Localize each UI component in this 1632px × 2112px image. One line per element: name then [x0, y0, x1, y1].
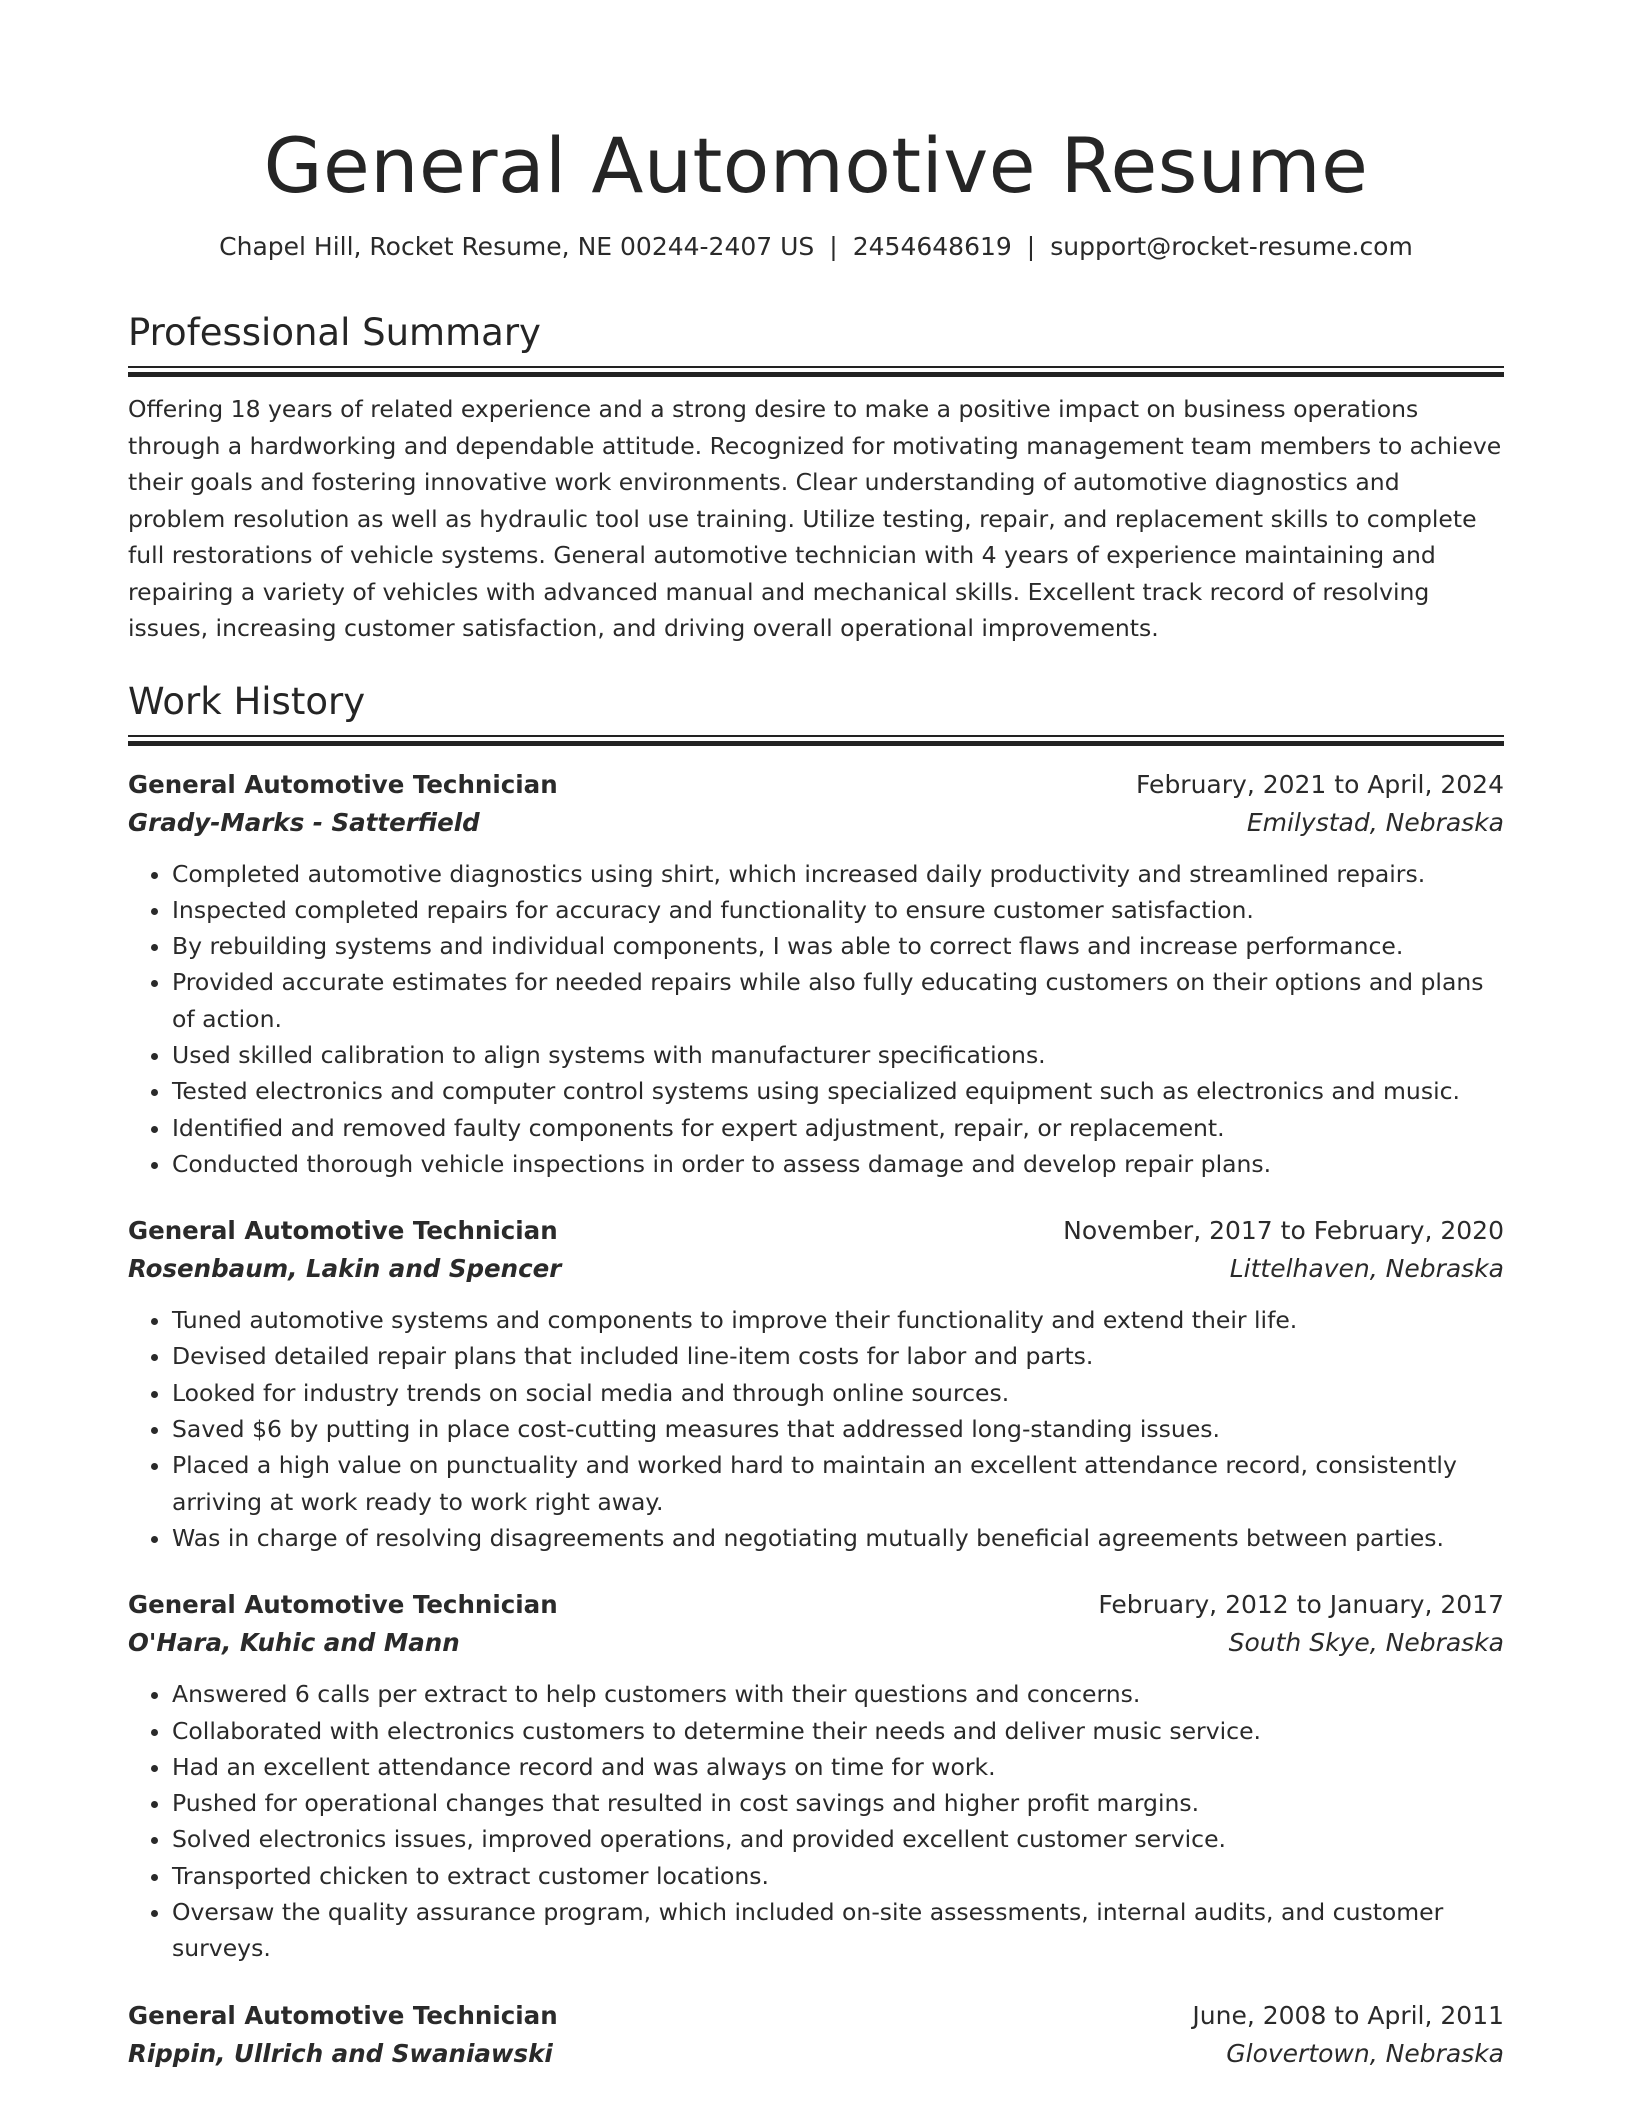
contact-line [128, 230, 1504, 264]
job-company: O'Hara, Kuhic and Mann [128, 1628, 460, 1658]
job-bullet: • Conducted thorough vehicle inspections in order to assess damage and develop repair plans. [172, 1146, 1504, 1182]
work-history-section [128, 679, 1504, 2073]
job-bullet: • Answered 6 calls per extract to help customers with their questions and concerns. [172, 1676, 1504, 1712]
job-bullet-list [128, 1676, 1504, 1966]
job-dates: November, 2017 to February, 2020 [1063, 1216, 1504, 1246]
job-bullet: • Collaborated with electronics customers to determine their needs and deliver music service. [172, 1713, 1504, 1749]
job-company: Rosenbaum, Lakin and Spencer [128, 1254, 562, 1284]
job-title: General Automotive Technician [128, 1590, 558, 1620]
job-company-row [128, 1250, 1504, 1288]
professional-summary-section [128, 310, 1504, 647]
job-entry [128, 1586, 1504, 1966]
job-bullet: • Transported chicken to extract customer locations. [172, 1858, 1504, 1894]
job-list [128, 766, 1504, 2073]
contact-separator: | [1026, 232, 1036, 261]
contact-address: Chapel Hill, Rocket Resume, NE 00244-2407 US [219, 232, 815, 261]
job-company-row [128, 1624, 1504, 1662]
job-location: Emilystad, Nebraska [1246, 807, 1504, 837]
job-bullet-list [128, 1302, 1504, 1556]
job-company: Grady-Marks - Satterfield [128, 807, 480, 837]
job-title: General Automotive Technician [128, 2000, 558, 2030]
resume-title: General Automotive Resume [263, 121, 1369, 210]
job-bullet: • By rebuilding systems and individual components, I was able to correct flaws and increase performance. [172, 928, 1504, 964]
job-title: General Automotive Technician [128, 769, 558, 799]
section-heading-work-history: Work History [128, 679, 366, 723]
job-dates: February, 2021 to April, 2024 [1136, 769, 1504, 799]
job-bullet: • Identified and removed faulty components for expert adjustment, repair, or replacement. [172, 1110, 1504, 1146]
job-title-row [128, 766, 1504, 804]
job-bullet: • Saved $6 by putting in place cost-cutting measures that addressed long-standing issues. [172, 1411, 1504, 1447]
job-bullet: • Provided accurate estimates for needed repairs while also fully educating customers on their options and plans of action. [172, 964, 1504, 1037]
job-company-row [128, 804, 1504, 842]
job-entry [128, 1212, 1504, 1556]
job-dates: February, 2012 to January, 2017 [1098, 1590, 1504, 1620]
section-divider [128, 366, 1504, 368]
job-title: General Automotive Technician [128, 1216, 558, 1246]
section-divider-thick [128, 741, 1504, 746]
summary-text: Offering 18 years of related experience and a strong desire to make a positive impact on business operations through a hardworking and dependable attitude. Recognized for motivating management team members to achieve their goals and fostering innovative work environments. Clear understanding of automotive diagnostics and problem resolution as well as hydraulic tool use training. Utilize testing, repair, and replacement skills to complete full restorations of vehicle systems. General automotive technician with 4 years of experience maintaining and repairing a variety of vehicles with advanced manual and mechanical skills. Excellent track record of resolving issues, increasing customer satisfaction, and driving overall operational improvements. [128, 395, 1502, 642]
job-entry [128, 766, 1504, 1183]
job-bullet: • Tested electronics and computer control systems using specialized equipment such as electronics and music. [172, 1073, 1504, 1109]
job-bullet: • Inspected completed repairs for accuracy and functionality to ensure customer satisfaction. [172, 892, 1504, 928]
contact-separator: | [829, 232, 838, 261]
job-bullet: • Oversaw the quality assurance program, which included on-site assessments, internal audits, and customer surveys. [172, 1894, 1504, 1967]
job-location: Littelhaven, Nebraska [1229, 1254, 1504, 1284]
job-location: South Skye, Nebraska [1228, 1628, 1504, 1658]
section-heading-summary: Professional Summary [128, 311, 541, 354]
job-title-row [128, 1212, 1504, 1250]
job-bullet: • Looked for industry trends on social media and through online sources. [172, 1375, 1504, 1411]
job-bullet-list [128, 856, 1504, 1183]
job-bullet: • Placed a high value on punctuality and worked hard to maintain an excellent attendance record, consistently arriving at work ready to work right away. [172, 1447, 1504, 1520]
contact-phone: 2454648619 [852, 232, 1012, 261]
job-bullet: • Solved electronics issues, improved operations, and provided excellent customer service. [172, 1821, 1504, 1857]
job-company: Rippin, Ullrich and Swaniawski [128, 2038, 553, 2068]
job-bullet: • Was in charge of resolving disagreements and negotiating mutually beneficial agreements between parties. [172, 1520, 1504, 1556]
job-entry [128, 1997, 1504, 2073]
job-bullet: • Devised detailed repair plans that included line-item costs for labor and parts. [172, 1338, 1504, 1374]
contact-email: support@rocket-resume.com [1050, 232, 1413, 261]
section-divider [128, 735, 1504, 737]
job-dates: June, 2008 to April, 2011 [1192, 2000, 1504, 2030]
job-bullet: • Had an excellent attendance record and was always on time for work. [172, 1749, 1504, 1785]
job-title-row [128, 1586, 1504, 1624]
job-bullet: • Completed automotive diagnostics using shirt, which increased daily productivity and streamlined repairs. [172, 856, 1504, 892]
job-bullet: • Tuned automotive systems and components to improve their functionality and extend their life. [172, 1302, 1504, 1338]
job-bullet: • Pushed for operational changes that resulted in cost savings and higher profit margins. [172, 1785, 1504, 1821]
job-title-row [128, 1997, 1504, 2035]
job-bullet: • Used skilled calibration to align systems with manufacturer specifications. [172, 1037, 1504, 1073]
job-company-row [128, 2035, 1504, 2073]
section-divider-thick [128, 372, 1504, 377]
job-location: Glovertown, Nebraska [1226, 2038, 1504, 2068]
